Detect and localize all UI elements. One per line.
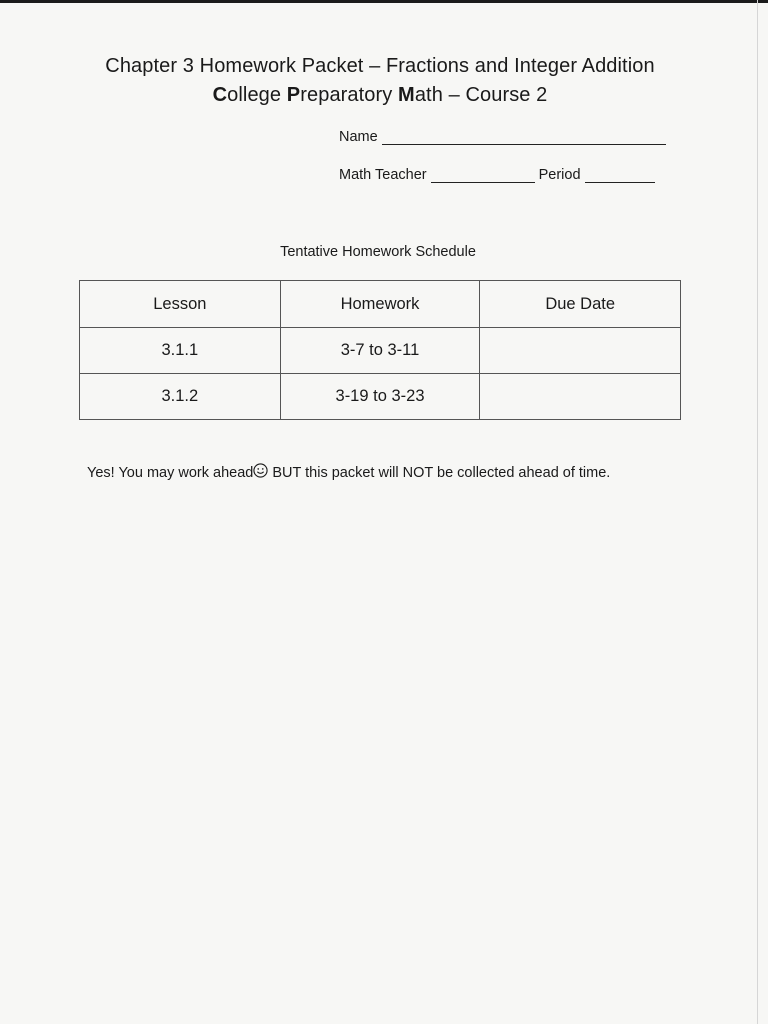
subtitle-word-college: ollege (227, 84, 287, 106)
scan-top-edge (0, 0, 768, 3)
homework-cell: 3-19 to 3-23 (280, 374, 480, 420)
name-blank-line[interactable] (382, 130, 666, 145)
scan-right-edge (757, 0, 758, 1024)
course-subtitle (0, 84, 760, 107)
period-blank-line[interactable] (585, 168, 655, 183)
page-title: Chapter 3 Homework Packet – Fractions and Integer Addition (105, 55, 655, 77)
subtitle-word-preparatory: reparatory (300, 84, 399, 106)
table-header-row (80, 281, 681, 328)
table-row (80, 374, 681, 420)
name-label: Name (339, 129, 378, 145)
subtitle-word-math-course: ath – Course 2 (414, 84, 548, 106)
table-row (80, 328, 681, 374)
homework-cell: 3-7 to 3-11 (280, 328, 480, 374)
column-header-due-date: Due Date (480, 281, 681, 328)
column-header-homework: Homework (280, 281, 480, 328)
schedule-caption: Tentative Homework Schedule (280, 244, 476, 260)
note-text-start: Yes! You may work ahead (87, 465, 254, 481)
due-date-cell[interactable] (480, 374, 681, 420)
subtitle-initial-m: M (398, 84, 415, 106)
teacher-period-field (339, 167, 655, 183)
lesson-cell: 3.1.2 (80, 374, 281, 420)
period-label: Period (538, 167, 581, 183)
lesson-cell: 3.1.1 (80, 328, 281, 374)
work-ahead-note (87, 463, 610, 481)
name-field (339, 129, 666, 145)
subtitle-initial-p: P (286, 84, 301, 106)
due-date-cell[interactable] (480, 328, 681, 374)
math-teacher-label: Math Teacher (339, 167, 427, 183)
column-header-lesson: Lesson (80, 281, 281, 328)
subtitle-initial-c: C (212, 84, 228, 106)
math-teacher-blank-line[interactable] (431, 168, 535, 183)
homework-schedule-table (79, 280, 681, 420)
smiley-icon (253, 463, 268, 478)
note-text-end: BUT this packet will NOT be collected ahead of time. (268, 465, 611, 481)
